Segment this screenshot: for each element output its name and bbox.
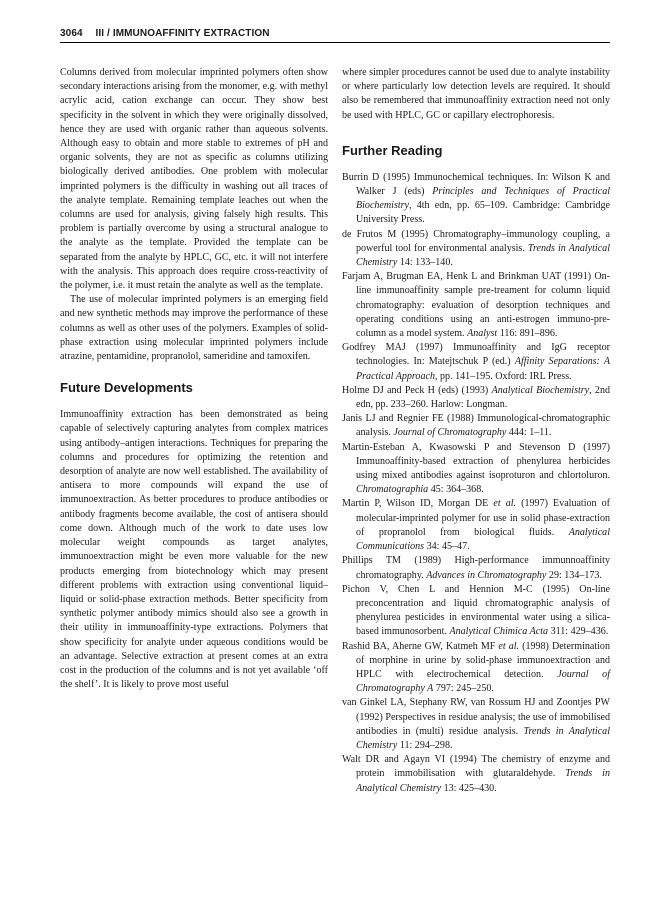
reference-list <box>342 171 610 796</box>
body-paragraph: Columns derived from molecular imprinted polymers often show secondary interactions arising from the monomer, e.g. with methyl acrylic acid, cation exchange can occur. They show best specificity in the solvent in which they were originally dissolved, hence they are used with organic rather than aqueous solvents. Although easy to obtain and more stable to extremes of pH and organic solvents, they are not as specific as columns utilizing biologically derived antibodies. One problem with molecular imprinted polymers is the difficulty in washing out all traces of the analyte template. Remaining template leaches out when the columns are used for analysis, giving falsely high results. This problem is partially overcome by using a structural analogue to the analyte as the template. Provided the template can be separated from the analyte by HPLC, GC, etc. it will not interfere with the analysis. This approach does require cross-reactivity of the polymer, i.e. it must retain the analyte as well as the template. <box>60 67 328 292</box>
reference-item: van Ginkel LA, Stephany RW, van Rossum HJ and Zoontjes PW (1992) Perspectives in residue analysis; the use of immobilised antibodies in (multi) residue analysis. Trends in Analytical Chemistry 11: 294–298. <box>342 697 611 751</box>
section-heading-future-developments: Future Developments <box>60 380 193 396</box>
body-paragraph: Immunoaffinity extraction has been demonstrated as being capable of selectively capturing analytes from complex matrices using antibody–antigen interactions. Techniques for preparing the columns and procedures for optimizing the retention and desorption of analyte are now well established. The availability of antisera to more compounds will expand the use of immunoextraction. As better procedures to produce antibodies or antibody fragments become available, the cost of antisera should come down. Although much of the work to date uses low molecular weight compounds as target analytes, immunoextraction might be even more valuable for the new products emerging from biotechnology which may present different problems with extraction using conventional liquid–liquid or solid-phase extraction methods. Better specificity from synthetic polymer antibody mimics should also see a growth in their utility in immunoaffinity-type extractions. Polymers that show specificity for analyte under aqueous conditions would be an advantage. Selective extraction at present comes at an extra cost in the production of the columns and is not yet available ‘off the shelf’. It is likely to prove most useful <box>60 409 328 691</box>
reference-item: Martin-Esteban A, Kwasowski P and Stevenson D (1997) Immunoaffinity-based extraction of phenylurea herbicides using mixed antibodies against isoproturon and chlortoluron. Chromatographia 45: 364–368. <box>342 441 610 496</box>
reference-item: Phillips TM (1989) High-performance immunnoaffinity chromatography. Advances in Chromatography 29: 134–173. <box>342 555 610 581</box>
body-paragraph: where simpler procedures cannot be used due to analyte instability or where particularly low detection levels are required. It should also be remembered that immunoaffinity extraction need not only be used with HPLC, GC or capillary electrophoresis. <box>342 67 610 121</box>
reference-item: Rashid BA, Aherne GW, Katmeh MF et al. (1998) Determination of morphine in urine by solid-phase immunoextraction and HPLC with electrochemical detection. Journal of Chromatography A 797: 245–250. <box>342 640 610 695</box>
left-column <box>60 66 328 692</box>
reference-item: Pichon V, Chen L and Hennion M-C (1995) On-line preconcentration and liquid chromatographic analysis of phenylurea pesticides in environmental water using a silica-based immunosorbent. Analytical Chimica Acta 311: 429–436. <box>342 583 610 638</box>
reference-item: Farjam A, Brugman EA, Henk L and Brinkman UAT (1991) On-line immunoaffinity sample pre-treament for column liquid chromatography: evaluation of desorption techniques and operating conditions using an anti-estrogen immuno-pre-column as a model system. Analyst 116: 891–896. <box>342 271 610 340</box>
right-column <box>342 66 610 796</box>
reference-item: de Frutos M (1995) Chromatography–immunology coupling, a powerful tool for environmental analysis. Trends in Analytical Chemistry 14: 133–140. <box>342 228 610 269</box>
body-paragraph: The use of molecular imprinted polymers is an emerging field and new synthetic methods may improve the performance of these columns as well as other uses of the polymers. Examples of solid-phase extraction using molecular imprinted polymers include atrazine, pentamidine, propranolol, sameridine and tamoxifen. <box>60 294 328 363</box>
reference-item: Burrin D (1995) Immunochemical techniques. In: Wilson K and Walker J (eds) Principles and Techniques of Practical Biochemistry, 4th edn, pp. 65–109. Cambridge: Cambridge University Press. <box>342 171 611 226</box>
reference-item: Janis LJ and Regnier FE (1988) Immunological-chromatographic analysis. Journal of Chromatography 444: 1–11. <box>342 413 610 439</box>
reference-item: Walt DR and Agayn VI (1994) The chemistry of enzyme and protein immobilisation with glutaraldehyde. Trends in Analytical Chemistry 13: 425–430. <box>342 754 610 794</box>
reference-item: Martin P, Wilson ID, Morgan DE et al. (1997) Evaluation of molecular-imprinted polymer for use in solid phase-extraction of propranolol from biological fluids. Analytical Communications 34: 45–47. <box>342 498 611 553</box>
page-number: 3064 <box>60 28 83 39</box>
section-heading-further-reading: Further Reading <box>342 142 443 158</box>
header-rule <box>60 42 610 43</box>
running-title: III / IMMUNOAFFINITY EXTRACTION <box>95 28 270 39</box>
reference-item: Godfrey MAJ (1997) Immunoaffinity and IgG receptor technologies. In: Matejtschuk P (ed.) Affinity Separations: A Practical Approach, pp. 141–195. Oxford: IRL Press. <box>342 342 611 382</box>
reference-item: Holme DJ and Peck H (eds) (1993) Analytical Biochemistry, 2nd edn, pp. 233–260. Harlow: Longman. <box>342 384 610 411</box>
